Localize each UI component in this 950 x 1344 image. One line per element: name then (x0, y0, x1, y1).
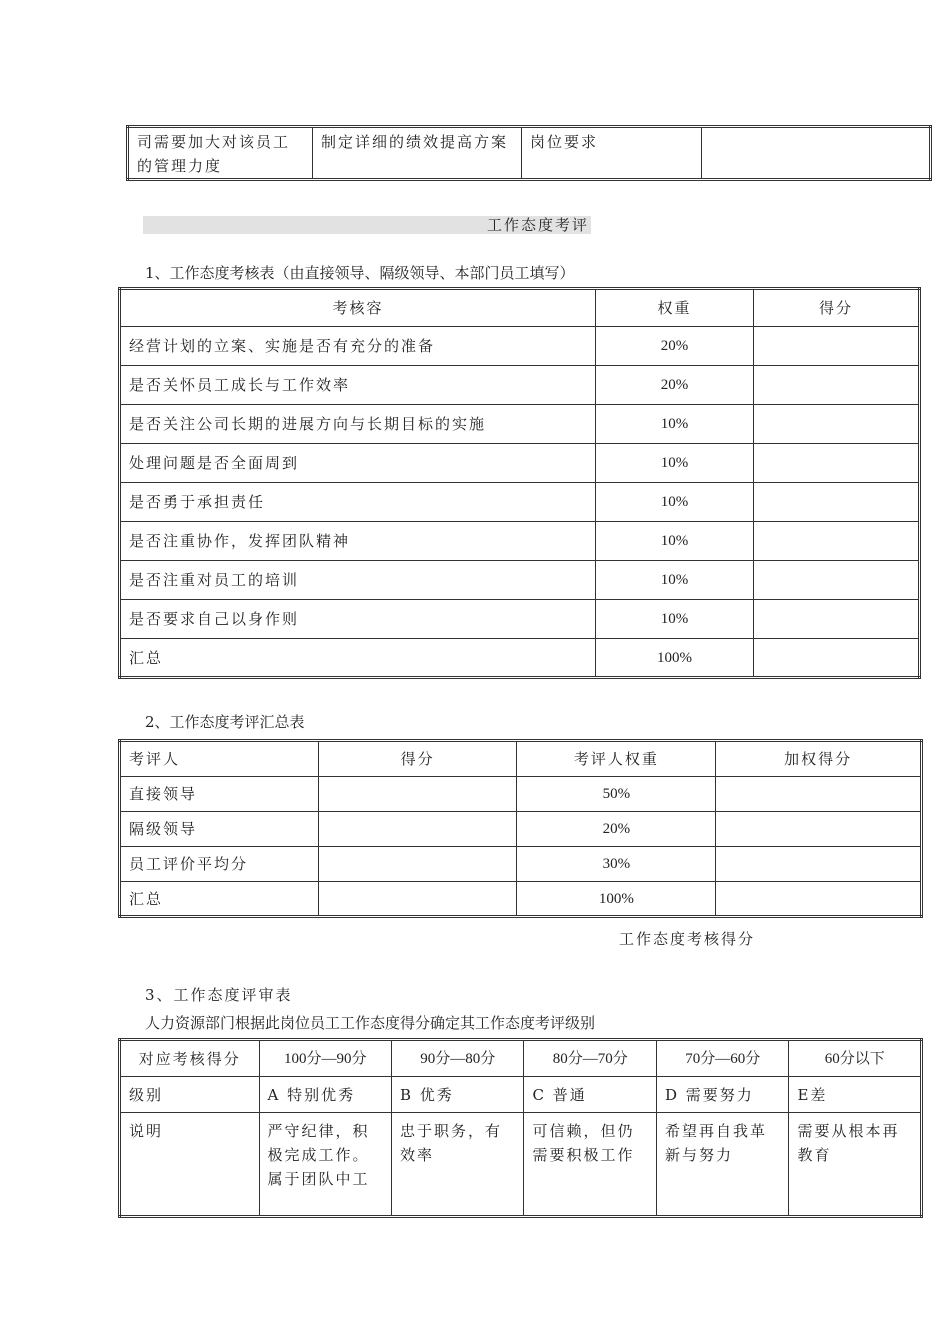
row-score[interactable] (318, 847, 517, 882)
row-weighted[interactable] (716, 847, 922, 882)
row-score[interactable] (754, 483, 920, 522)
table-row-total (120, 639, 920, 678)
row-item: 是否关怀员工成长与工作效率 (120, 366, 596, 405)
row-item: 处理问题是否全面周到 (120, 444, 596, 483)
header-score-range: 对应考核得分 (120, 1040, 260, 1077)
table-row (120, 812, 922, 847)
top-cell-3: 岗位要求 (522, 127, 702, 180)
row-item: 是否关注公司长期的进展方向与长期目标的实施 (120, 405, 596, 444)
table-row (120, 847, 922, 882)
header-range-80-70: 80分—70分 (524, 1040, 656, 1077)
table-header-row (120, 741, 922, 777)
row-weight: 10% (596, 405, 754, 444)
row-weight: 10% (596, 522, 754, 561)
table-row (120, 444, 920, 483)
table-row (120, 522, 920, 561)
row-evaluator: 汇总 (120, 882, 319, 917)
top-cell-1: 司需要加大对该员工的管理力度 (128, 127, 313, 180)
table-header-row (120, 1040, 922, 1077)
evaluation-summary-table (118, 739, 923, 918)
header-range-below-60: 60分以下 (789, 1040, 922, 1077)
level-e: E差 (789, 1077, 922, 1113)
level-c: C 普通 (524, 1077, 656, 1113)
row-score[interactable] (754, 366, 920, 405)
row-item: 是否勇于承担责任 (120, 483, 596, 522)
section-banner (143, 216, 591, 234)
top-cell-2: 制定详细的绩效提高方案 (313, 127, 522, 180)
level-d: D 需要努力 (656, 1077, 788, 1113)
header-range-90-80: 90分—80分 (392, 1040, 524, 1077)
description-label: 说明 (120, 1113, 260, 1217)
section1-heading: 1、工作态度考核表（由直接领导、隔级领导、本部门员工填写） (145, 264, 575, 282)
table-row (120, 600, 920, 639)
row-weight: 100% (596, 639, 754, 678)
level-b: B 优秀 (392, 1077, 524, 1113)
section2-heading: 2、工作态度考评汇总表 (145, 713, 305, 731)
row-item: 是否注重协作，发挥团队精神 (120, 522, 596, 561)
table-header-row (120, 289, 920, 327)
description-e: 需要从根本再教育 (789, 1113, 922, 1217)
row-score[interactable] (754, 405, 920, 444)
row-weighted[interactable] (716, 777, 922, 812)
row-weight: 20% (596, 327, 754, 366)
row-weight: 20% (596, 366, 754, 405)
header-weighted-score: 加权得分 (716, 741, 922, 777)
row-weight: 10% (596, 444, 754, 483)
row-score[interactable] (754, 561, 920, 600)
header-score: 得分 (318, 741, 517, 777)
table-row (120, 327, 920, 366)
level-a: A 特别优秀 (259, 1077, 391, 1113)
level-row (120, 1077, 922, 1113)
row-score[interactable] (754, 444, 920, 483)
row-score[interactable] (318, 812, 517, 847)
header-evaluator: 考评人 (120, 741, 319, 777)
row-weighted[interactable] (716, 812, 922, 847)
row-score[interactable] (754, 327, 920, 366)
table-row (120, 483, 920, 522)
row-evaluator: 隔级领导 (120, 812, 319, 847)
row-weight: 30% (517, 847, 716, 882)
top-continuation-table (126, 125, 932, 181)
row-item: 是否要求自己以身作则 (120, 600, 596, 639)
description-c: 可信赖，但仍需要积极工作 (524, 1113, 656, 1217)
row-weight: 10% (596, 600, 754, 639)
row-item: 经营计划的立案、实施是否有充分的准备 (120, 327, 596, 366)
row-score[interactable] (318, 882, 517, 917)
description-b: 忠于职务，有效率 (392, 1113, 524, 1217)
row-evaluator: 直接领导 (120, 777, 319, 812)
table-row (120, 366, 920, 405)
attitude-grading-table (118, 1038, 923, 1218)
top-cell-4 (702, 127, 931, 180)
row-weight: 20% (517, 812, 716, 847)
row-score[interactable] (318, 777, 517, 812)
row-weight: 50% (517, 777, 716, 812)
description-a: 严守纪律，积极完成工作。属于团队中工 (259, 1113, 391, 1217)
row-item: 汇总 (120, 639, 596, 678)
row-score[interactable] (754, 600, 920, 639)
table-row (120, 777, 922, 812)
section3-subheading: 人力资源部门根据此岗位员工工作态度得分确定其工作态度考评级别 (145, 1014, 596, 1032)
attitude-assessment-table (118, 287, 921, 679)
description-d: 希望再自我革新与努力 (656, 1113, 788, 1217)
header-weight: 权重 (596, 289, 754, 327)
row-item: 是否注重对员工的培训 (120, 561, 596, 600)
header-evaluator-weight: 考评人权重 (517, 741, 716, 777)
table-row (120, 561, 920, 600)
attitude-score-note: 工作态度考核得分 (619, 930, 756, 948)
header-range-70-60: 70分—60分 (656, 1040, 788, 1077)
description-row (120, 1113, 922, 1217)
level-label: 级别 (120, 1077, 260, 1113)
row-weighted[interactable] (716, 882, 922, 917)
table-row (120, 405, 920, 444)
row-weight: 10% (596, 483, 754, 522)
header-content: 考核容 (120, 289, 596, 327)
row-weight: 10% (596, 561, 754, 600)
header-score: 得分 (754, 289, 920, 327)
row-score[interactable] (754, 639, 920, 678)
row-weight: 100% (517, 882, 716, 917)
row-score[interactable] (754, 522, 920, 561)
banner-title: 工作态度考评 (486, 216, 589, 234)
section3-heading: 3、工作态度评审表 (145, 986, 293, 1004)
row-evaluator: 员工评价平均分 (120, 847, 319, 882)
table-row-total (120, 882, 922, 917)
header-range-100-90: 100分—90分 (259, 1040, 391, 1077)
